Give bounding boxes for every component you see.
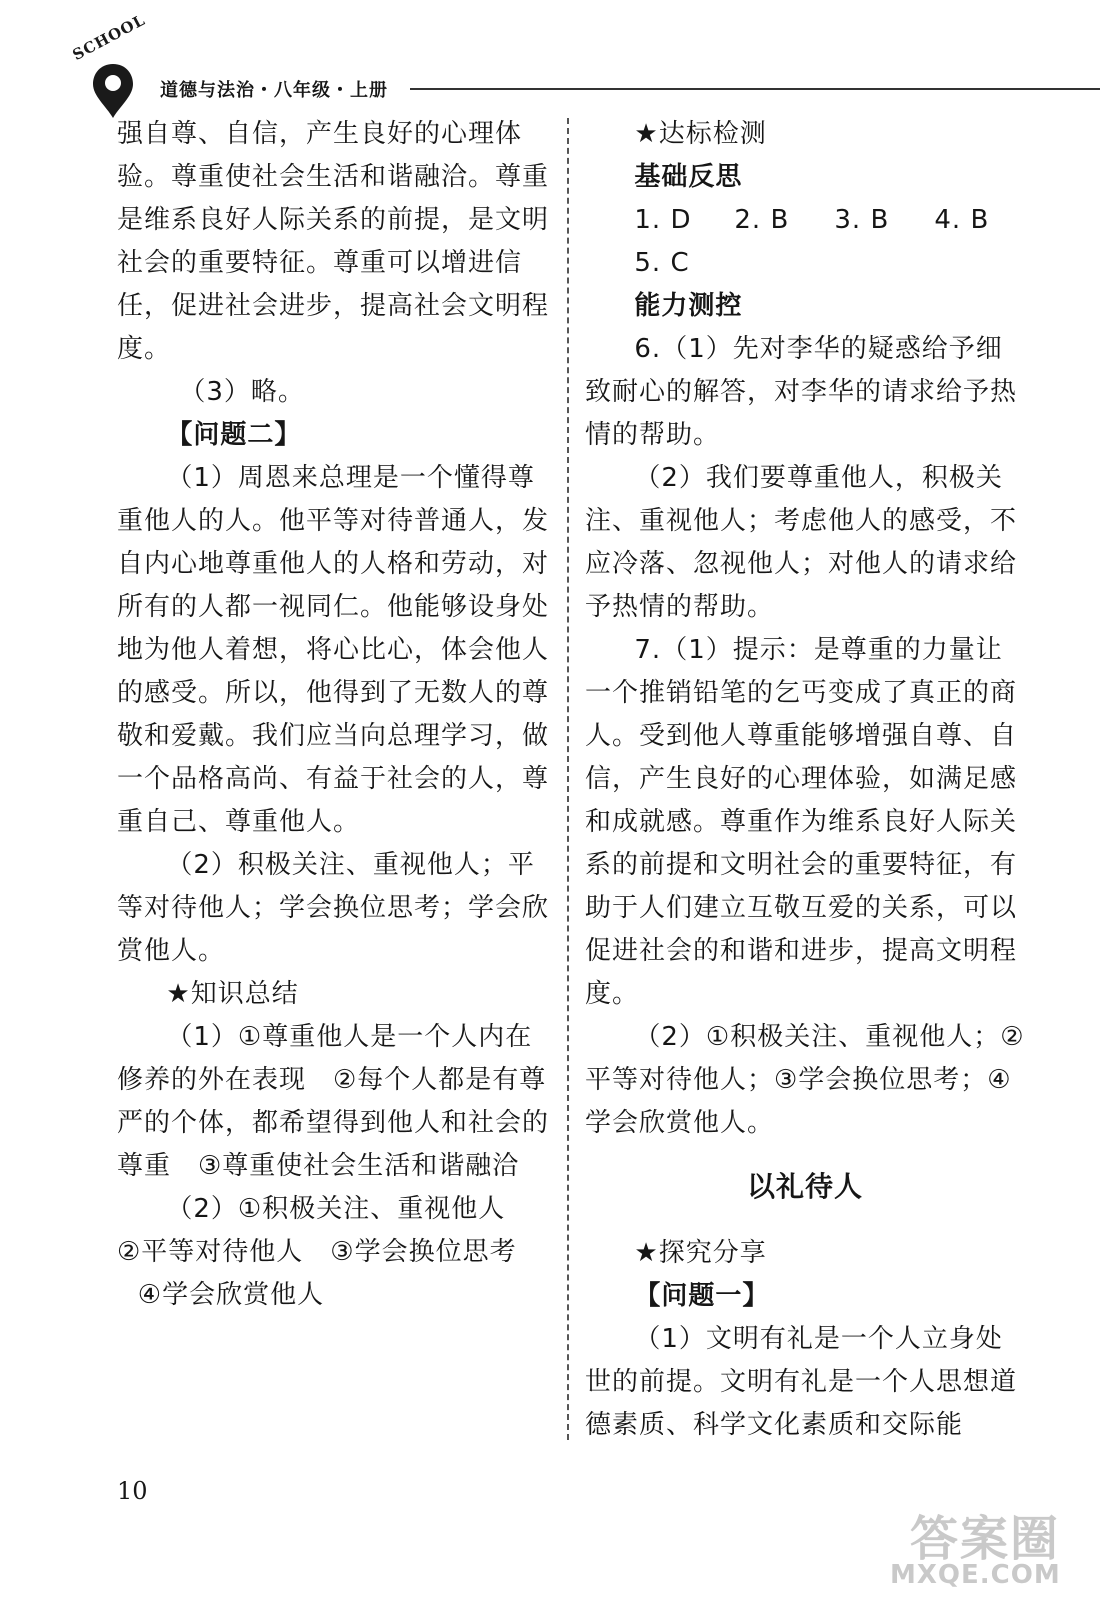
answer: 2. B	[734, 205, 790, 235]
watermark	[890, 1500, 1090, 1596]
subsection-label: 基础反思	[634, 162, 743, 192]
answer-row	[585, 242, 1025, 285]
page-number: 10	[117, 1477, 148, 1505]
paragraph: （2）①积极关注、重视他人	[166, 1194, 506, 1224]
section-heading: ★探究分享	[634, 1238, 767, 1268]
right-column	[585, 113, 1025, 1447]
paragraph: 强自尊、自信，产生良好的心理体验。尊重使社会生活和谐融洽。尊重是维系良好人际关系的前提，是文明社会的重要特征。尊重可以增进信任，促进社会进步，提高社会文明程度。	[117, 119, 550, 364]
header-rule	[410, 88, 1100, 90]
section-heading: ★知识总结	[166, 979, 299, 1009]
answer: 1. D	[634, 205, 692, 235]
answer: 3. B	[834, 205, 890, 235]
paragraph: 7.（1）提示：是尊重的力量让一个推销铅笔的乞丐变成了真正的商人。受到他人尊重能够增强自尊、自信，产生良好的心理体验，如满足感和成就感。尊重作为维系良好人际关系的前提和文明社会的重要特征，有助于人们建立互敬互爱的关系，可以促进社会的和谐和进步，提高文明程度。	[585, 635, 1018, 1009]
paragraph: （1）周恩来总理是一个懂得尊重他人的人。他平等对待普通人，发自内心地尊重他人的人格和劳动，对所有的人都一视同仁。他能够设身处地为他人着想，将心比心，体会他人的感受。所以，他得到了无数人的尊敬和爱戴。我们应当向总理学习，做一个品格高尚、有益于社会的人，尊重自己、尊重他人。	[117, 463, 550, 837]
logo-text: SCHOOL	[69, 10, 149, 64]
section-title: 以礼待人	[746, 1170, 863, 1203]
question-heading: 【问题二】	[166, 420, 302, 450]
section-heading: ★达标检测	[634, 119, 767, 149]
left-column	[117, 113, 557, 1317]
page-header	[69, 10, 1030, 120]
question-heading: 【问题一】	[634, 1281, 770, 1311]
paragraph: （2）我们要尊重他人，积极关注、重视他人；考虑他人的感受，不应冷落、忽视他人；对他人的请求给予热情的帮助。	[585, 463, 1018, 622]
book-title: 道德与法治・八年级・上册	[160, 80, 388, 101]
paragraph: （1）文明有礼是一个人立身处世的前提。文明有礼是一个人思想道德素质、科学文化素质和交际能	[585, 1324, 1018, 1440]
answer-row	[585, 199, 1025, 242]
answer: 5. C	[634, 248, 690, 278]
paragraph: 6.（1）先对李华的疑惑给予细致耐心的解答，对李华的请求给予热情的帮助。	[585, 334, 1018, 450]
watermark-url: MXQE.COM	[890, 1560, 1061, 1590]
paragraph: （1）①尊重他人是一个人内在修养的外在表现 ②每个人都是有尊严的个体，都希望得到他人和社会的尊重 ③尊重使社会生活和谐融洽	[117, 1022, 550, 1181]
paragraph: （2）积极关注、重视他人；平等对待他人；学会换位思考；学会欣赏他人。	[117, 850, 550, 966]
map-pin-icon	[90, 62, 136, 120]
answer: 4. B	[934, 205, 990, 235]
paragraph: ④学会欣赏他人	[137, 1280, 325, 1310]
watermark-text: 答案圈	[910, 1511, 1061, 1567]
paragraph: ②平等对待他人 ③学会换位思考	[117, 1237, 517, 1267]
paragraph: （3）略。	[179, 377, 305, 407]
column-divider	[567, 118, 569, 1440]
subsection-label: 能力测控	[634, 291, 743, 321]
school-logo	[69, 10, 150, 120]
paragraph: （2）①积极关注、重视他人；②平等对待他人；③学会换位思考；④学会欣赏他人。	[585, 1022, 1025, 1138]
